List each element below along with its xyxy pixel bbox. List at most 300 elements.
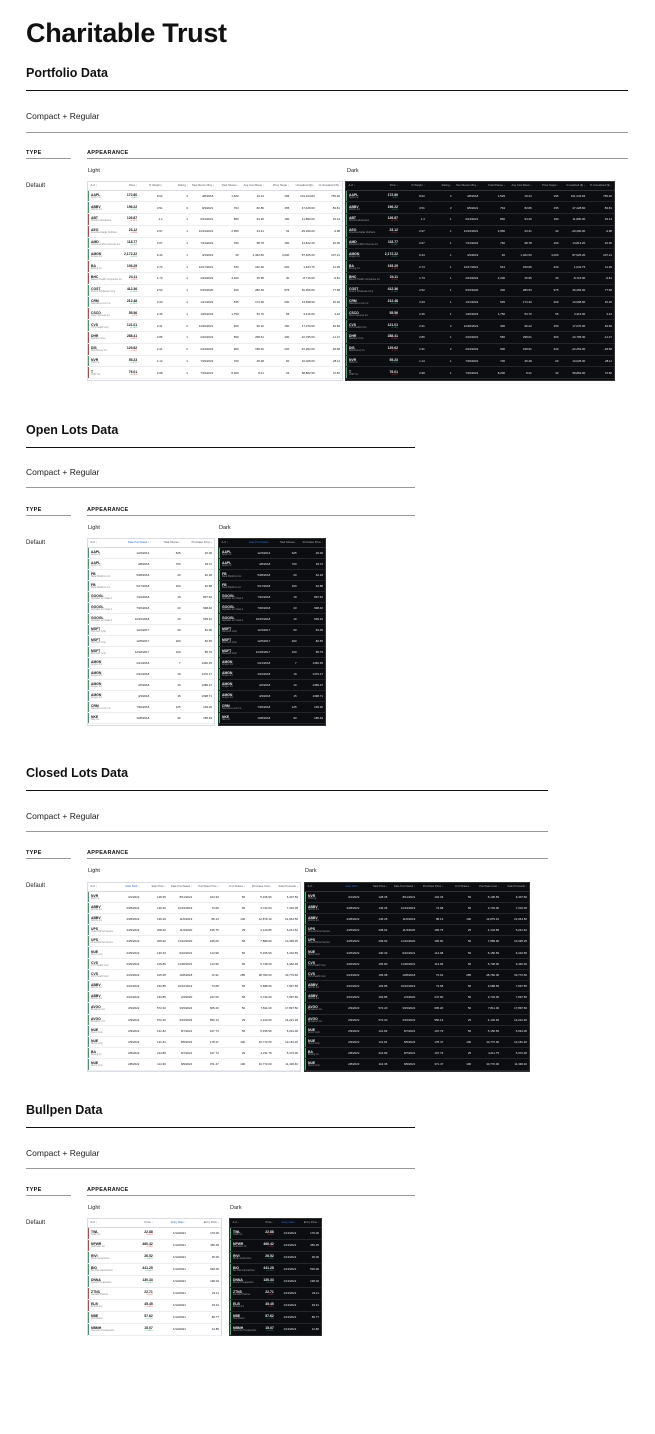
table-row[interactable] xyxy=(89,1048,301,1059)
openlots-table-light xyxy=(87,538,215,726)
table-row[interactable] xyxy=(231,1323,322,1335)
table-row[interactable] xyxy=(220,646,326,657)
price-value: 130.33 xyxy=(142,1278,153,1282)
table-row[interactable] xyxy=(306,936,530,947)
price-value: 55.23 xyxy=(128,358,138,363)
column-header[interactable]: Date Sold ↓ xyxy=(333,883,361,891)
light-label: Light xyxy=(88,868,100,874)
table-cell: 1,529 xyxy=(215,190,240,202)
table-row[interactable] xyxy=(89,1014,301,1025)
table-cell: 8/7/2021 xyxy=(389,1025,417,1036)
column-header[interactable]: Rating ↓ xyxy=(165,182,190,190)
column-header[interactable]: % Weight ↓ xyxy=(139,182,164,190)
table-row[interactable] xyxy=(347,190,615,202)
ticker-cell xyxy=(89,214,114,226)
table-row[interactable] xyxy=(306,1048,530,1059)
table-row[interactable] xyxy=(89,947,301,958)
company-name: Alphabet Inc Class A xyxy=(91,597,113,600)
ticker-symbol: NUE xyxy=(308,1027,316,1032)
table-row[interactable] xyxy=(220,602,326,613)
ticker-cell xyxy=(347,249,374,261)
table-row[interactable] xyxy=(89,1251,222,1263)
table-cell: 1 xyxy=(427,214,454,226)
table-row[interactable] xyxy=(347,332,615,344)
ticker-cell xyxy=(347,343,374,355)
table-cell: 1470.17 xyxy=(299,668,325,679)
table-cell: 170.00 xyxy=(298,1227,321,1239)
table-cell: 1.4 xyxy=(400,214,427,226)
ticker-symbol: RIVI xyxy=(233,1254,240,1258)
table-row[interactable] xyxy=(89,635,215,646)
portfolio-table xyxy=(88,182,342,379)
ticker-cell xyxy=(89,237,120,249)
table-row[interactable] xyxy=(347,367,615,379)
closedlots-table xyxy=(88,883,300,1071)
price-value: 26.52 xyxy=(265,1254,274,1258)
table-row[interactable] xyxy=(306,981,530,992)
type-header: TYPE xyxy=(26,507,42,513)
table-cell: 10/10/2019 xyxy=(389,981,417,992)
table-row[interactable] xyxy=(220,701,326,712)
table-row[interactable] xyxy=(220,591,326,602)
table-cell: -9.81 xyxy=(317,273,342,285)
column-header[interactable]: Date Purchased ↓ xyxy=(389,883,417,891)
table-row[interactable] xyxy=(89,580,215,591)
table-row[interactable] xyxy=(306,1036,530,1047)
column-header[interactable]: A-Z ↓ xyxy=(89,182,114,190)
table-cell: 2.52 xyxy=(139,284,164,296)
table-cell: 998.40 xyxy=(183,602,214,613)
table-row[interactable] xyxy=(89,679,215,690)
column-header[interactable]: Price ↓ xyxy=(253,1219,276,1227)
table-row[interactable] xyxy=(89,591,215,602)
table-cell: -11.27 xyxy=(317,332,342,344)
table-row[interactable] xyxy=(220,613,326,624)
ticker-cell xyxy=(89,936,115,947)
table-row[interactable] xyxy=(89,657,215,668)
table-cell: 2.74 xyxy=(139,261,164,273)
table-cell: 83.81 xyxy=(317,202,342,214)
table-row[interactable] xyxy=(347,202,615,214)
table-row[interactable] xyxy=(89,1059,301,1070)
table-row[interactable] xyxy=(347,355,615,367)
table-row[interactable] xyxy=(89,202,343,214)
table-row[interactable] xyxy=(89,284,343,296)
price-change: -0.96% xyxy=(130,338,138,341)
table-cell: 1/13/2021 xyxy=(155,1299,188,1311)
table-row[interactable] xyxy=(231,1263,322,1275)
table-row[interactable] xyxy=(231,1251,322,1263)
column-header[interactable]: % Unrealized ($) ↓ xyxy=(587,182,614,190)
table-row[interactable] xyxy=(347,273,615,285)
column-header[interactable]: Price ↓ xyxy=(122,1219,155,1227)
table-cell: 72.91 xyxy=(194,969,220,980)
table-cell: 1.4 xyxy=(139,214,164,226)
company-name: CVS Health Corp xyxy=(308,964,326,967)
table-row[interactable] xyxy=(347,214,615,226)
table-cell: 25 xyxy=(445,1014,473,1025)
table-row[interactable] xyxy=(220,635,326,646)
table-cell: 4,120.60 xyxy=(473,1014,501,1025)
column-header[interactable]: Sale Price ↓ xyxy=(141,883,167,891)
table-row[interactable] xyxy=(89,891,301,902)
ticker-symbol: CVS xyxy=(91,960,98,965)
table-row[interactable] xyxy=(89,958,301,969)
table-cell: 6/17/2018 xyxy=(246,580,272,591)
table-row[interactable] xyxy=(306,947,530,958)
table-cell: 1 xyxy=(165,225,190,237)
table-row[interactable] xyxy=(347,320,615,332)
ticker-symbol: AMGN xyxy=(222,681,233,686)
table-cell: 2.98 xyxy=(400,367,427,379)
column-header[interactable]: Price Target ↓ xyxy=(266,182,291,190)
table-row[interactable] xyxy=(306,925,530,936)
table-cell: 1398.71 xyxy=(183,690,214,701)
column-header[interactable]: Total Shares ↓ xyxy=(480,182,507,190)
column-header[interactable]: Date Purchased ↓ xyxy=(120,539,151,547)
table-row[interactable] xyxy=(89,237,343,249)
table-row[interactable] xyxy=(89,925,301,936)
table-row[interactable] xyxy=(220,690,326,701)
column-header[interactable]: Entry Date ↓ xyxy=(276,1219,299,1227)
ticker-cell xyxy=(231,1227,254,1239)
column-header[interactable]: A-Z ↓ xyxy=(220,539,246,547)
ticker-cell xyxy=(306,925,334,936)
table-row[interactable] xyxy=(89,668,215,679)
column-header[interactable]: Sale Proceeds ↓ xyxy=(501,883,529,891)
column-header[interactable]: Purchase Cost ↓ xyxy=(473,883,501,891)
column-header[interactable]: Price ↓ xyxy=(373,182,400,190)
table-row[interactable] xyxy=(220,712,326,723)
table-row[interactable] xyxy=(347,249,615,261)
company-name: Microsoft Corp xyxy=(91,652,106,655)
ticker-cell xyxy=(89,202,114,214)
table-cell: 2/9/2022 xyxy=(115,1025,141,1036)
table-cell: 20 xyxy=(151,569,182,580)
price-value: 129.62 xyxy=(126,346,138,351)
table-cell: 10 xyxy=(272,679,298,690)
table-row[interactable] xyxy=(231,1275,322,1287)
table-row[interactable] xyxy=(347,237,615,249)
table-cell: 10 xyxy=(272,613,298,624)
table-cell: 5/28/2018 xyxy=(120,569,151,580)
column-header[interactable]: Total Shares ↓ xyxy=(215,182,240,190)
table-row[interactable] xyxy=(89,343,343,355)
ticker-cell xyxy=(231,1323,257,1335)
table-row[interactable] xyxy=(89,1323,222,1335)
table-row[interactable] xyxy=(89,355,343,367)
table-row[interactable] xyxy=(231,1227,322,1239)
column-header[interactable]: Price Target ↓ xyxy=(534,182,561,190)
table-row[interactable] xyxy=(89,992,301,1003)
table-row[interactable] xyxy=(347,284,615,296)
table-row[interactable] xyxy=(89,646,215,657)
company-name: CVS Health Corp xyxy=(91,326,109,329)
table-cell: 10,772.00 xyxy=(473,1059,501,1070)
table-row[interactable] xyxy=(220,657,326,668)
table-row[interactable] xyxy=(306,902,530,913)
table-row[interactable] xyxy=(347,225,615,237)
column-header[interactable]: % Weight ↓ xyxy=(400,182,427,190)
table-row[interactable] xyxy=(89,1025,301,1036)
table-cell: 2/8/2022 xyxy=(333,1059,361,1070)
table-cell: 220 xyxy=(266,261,291,273)
ticker-symbol: TWL xyxy=(91,1230,99,1234)
company-name: Alphabet Inc Class A xyxy=(222,619,244,622)
ticker-cell xyxy=(306,936,334,947)
column-header[interactable]: Avg Cost Basis ↓ xyxy=(507,182,534,190)
table-cell: 1 xyxy=(427,355,454,367)
section-title-openlots: Open Lots Data xyxy=(26,423,119,437)
table-cell: 9/10/2021 xyxy=(389,947,417,958)
table-row[interactable] xyxy=(89,902,301,913)
table-row[interactable] xyxy=(89,296,343,308)
table-cell: 130.33 xyxy=(141,947,167,958)
column-header[interactable]: A-Z ↓ xyxy=(347,182,374,190)
table-cell: 2.31 xyxy=(139,320,164,332)
column-header[interactable]: A-Z ↓ xyxy=(89,539,120,547)
table-row[interactable] xyxy=(306,969,530,980)
table-row[interactable] xyxy=(220,558,326,569)
table-row[interactable] xyxy=(89,936,301,947)
table-cell: -29,290.00 xyxy=(291,225,316,237)
column-header[interactable]: A-Z ↓ xyxy=(89,1219,122,1227)
table-cell: 114.96 xyxy=(194,958,220,969)
column-header[interactable]: Date Sold ↓ xyxy=(115,883,141,891)
table-cell: 4/2/2018 xyxy=(246,679,272,690)
company-name: Denali Therapeutics xyxy=(233,1282,254,1284)
table-row[interactable] xyxy=(306,891,530,902)
table-row[interactable] xyxy=(89,225,343,237)
column-header[interactable]: Next Recom Buy ↓ xyxy=(454,182,481,190)
column-header[interactable]: Rating ↓ xyxy=(427,182,454,190)
table-cell: 6/13/2021 xyxy=(454,214,481,226)
table-cell: 5,156.50 xyxy=(473,947,501,958)
price-change: -3.65% xyxy=(266,1234,274,1236)
column-header[interactable]: # of Shares ↓ xyxy=(221,883,247,891)
company-name: Nike Inc xyxy=(91,718,100,721)
table-row[interactable] xyxy=(231,1299,322,1311)
table-cell: 200 xyxy=(272,635,298,646)
column-header[interactable]: Date Purchased ↓ xyxy=(246,539,272,547)
column-header[interactable]: A-Z ↓ xyxy=(306,883,334,891)
table-row[interactable] xyxy=(89,913,301,924)
ticker-symbol: ZTNS xyxy=(233,1290,242,1294)
table-row[interactable] xyxy=(89,969,301,980)
table-row[interactable] xyxy=(89,261,343,273)
column-header[interactable]: Unrealized ($) ↓ xyxy=(291,182,316,190)
table-row[interactable] xyxy=(220,668,326,679)
table-row[interactable] xyxy=(220,624,326,635)
table-cell: 2/21/2018 xyxy=(246,657,272,668)
table-cell: 2/10/2022 xyxy=(333,992,361,1003)
table-row[interactable] xyxy=(220,679,326,690)
table-cell: 2/25/2022 xyxy=(115,947,141,958)
column-header[interactable]: Sale Proceeds ↓ xyxy=(274,883,300,891)
table-cell: 2.67 xyxy=(400,237,427,249)
table-cell: 87,625.20 xyxy=(561,249,588,261)
table-row[interactable] xyxy=(306,1025,530,1036)
table-cell: 1/13/2021 xyxy=(155,1251,188,1263)
table-cell: 14,812.20 xyxy=(291,237,316,249)
table-cell: 146.26 xyxy=(361,913,389,924)
table-cell: 23.14 xyxy=(317,214,342,226)
table-row[interactable] xyxy=(306,1059,530,1070)
table-row[interactable] xyxy=(306,992,530,1003)
table-row[interactable] xyxy=(89,712,215,723)
table-row[interactable] xyxy=(89,1227,222,1239)
column-header[interactable]: # of Shares ↓ xyxy=(445,883,473,891)
table-row[interactable] xyxy=(220,547,326,558)
company-name: Alphabet Inc Class A xyxy=(222,597,244,600)
table-row[interactable] xyxy=(89,701,215,712)
table-cell: 2/9/2022 xyxy=(333,1003,361,1014)
divider xyxy=(26,487,415,488)
table-row[interactable] xyxy=(89,1275,222,1287)
table-row[interactable] xyxy=(231,1311,322,1323)
table-cell: 104.33 xyxy=(417,891,445,902)
ticker-symbol: CRM xyxy=(349,299,357,304)
table-row[interactable] xyxy=(89,690,215,701)
company-name: Microsoft Corp xyxy=(222,652,237,655)
table-row[interactable] xyxy=(231,1287,322,1299)
ticker-cell xyxy=(347,367,374,379)
table-row[interactable] xyxy=(89,367,343,379)
table-cell: 11/10/2020 xyxy=(389,936,417,947)
table-row[interactable] xyxy=(89,1003,301,1014)
column-header[interactable]: Date Purchased ↓ xyxy=(168,883,194,891)
price-change: -1.19% xyxy=(266,1246,274,1248)
column-header[interactable]: Next Recom Buy ↓ xyxy=(190,182,215,190)
table-row[interactable] xyxy=(89,320,343,332)
column-header[interactable]: Entry Price ↓ xyxy=(298,1219,321,1227)
table-cell: 107.21 xyxy=(587,249,614,261)
ticker-cell xyxy=(220,624,246,635)
table-cell: 74.68 xyxy=(417,981,445,992)
table-row[interactable] xyxy=(89,981,301,992)
table-row[interactable] xyxy=(89,1239,222,1251)
ticker-cell xyxy=(306,1036,334,1047)
price-cell xyxy=(373,190,400,202)
table-cell: 128.35 xyxy=(141,891,167,902)
table-row[interactable] xyxy=(220,580,326,591)
table-row[interactable] xyxy=(89,273,343,285)
table-row[interactable] xyxy=(347,308,615,320)
ticker-cell xyxy=(89,602,120,613)
ticker-cell xyxy=(231,1239,254,1251)
column-header[interactable]: Total Shares ↓ xyxy=(272,539,298,547)
ticker-symbol: NUE xyxy=(91,1039,99,1044)
table-cell: 5,748.00 xyxy=(247,958,273,969)
column-header[interactable]: Purchase Cost ↓ xyxy=(247,883,273,891)
table-cell: 7,997.55 xyxy=(501,992,529,1003)
table-cell: 3,416.00 xyxy=(561,308,588,320)
company-name: Amgen Inc xyxy=(91,663,102,666)
table-row[interactable] xyxy=(89,190,343,202)
table-cell: 174.30 xyxy=(507,296,534,308)
price-cell xyxy=(114,367,139,379)
table-row[interactable] xyxy=(306,1014,530,1025)
price-change: +2.82% xyxy=(129,255,138,258)
column-header[interactable]: Sale Price ↓ xyxy=(361,883,389,891)
table-row[interactable] xyxy=(89,613,215,624)
ticker-cell xyxy=(89,332,114,344)
table-row[interactable] xyxy=(306,913,530,924)
price-value: 45.45 xyxy=(144,1302,153,1306)
table-row[interactable] xyxy=(89,624,215,635)
table-row[interactable] xyxy=(89,249,343,261)
table-cell: 19 xyxy=(151,668,182,679)
table-row[interactable] xyxy=(89,1299,222,1311)
table-row[interactable] xyxy=(347,296,615,308)
table-cell: 160.66 xyxy=(241,261,266,273)
table-row[interactable] xyxy=(89,547,215,558)
table-cell: 760 xyxy=(215,237,240,249)
table-row[interactable] xyxy=(231,1239,322,1251)
column-header[interactable]: Purchase Price ↓ xyxy=(183,539,214,547)
table-row[interactable] xyxy=(220,569,326,580)
table-row[interactable] xyxy=(89,569,215,580)
table-row[interactable] xyxy=(89,308,343,320)
table-row[interactable] xyxy=(306,1003,530,1014)
table-row[interactable] xyxy=(89,332,343,344)
column-header[interactable]: Purchase Price ↓ xyxy=(194,883,220,891)
table-row[interactable] xyxy=(89,214,343,226)
column-header[interactable]: Purchase Price ↓ xyxy=(417,883,445,891)
column-header[interactable]: % Unrealized ($) ↓ xyxy=(317,182,342,190)
ticker-cell xyxy=(306,947,334,958)
ticker-cell xyxy=(220,690,246,701)
table-cell: 12/26/2021 xyxy=(454,320,481,332)
table-cell: 107.73 xyxy=(417,1025,445,1036)
column-header[interactable]: Avg Cost Basis ↓ xyxy=(241,182,266,190)
column-header[interactable]: Entry Date ↓ xyxy=(155,1219,188,1227)
closedlots-table xyxy=(305,883,529,1071)
table-cell: 178.47 xyxy=(417,1036,445,1047)
table-cell: 23 xyxy=(151,602,182,613)
table-row[interactable] xyxy=(347,261,615,273)
price-value: 55.23 xyxy=(389,358,398,363)
table-cell: 2.31 xyxy=(400,320,427,332)
table-cell: 146.26 xyxy=(141,913,167,924)
column-header[interactable]: Unrealized ($) ↓ xyxy=(561,182,588,190)
table-row[interactable] xyxy=(89,1311,222,1323)
table-cell: 2/8/2022 xyxy=(115,1048,141,1059)
column-header[interactable]: Price ↓ xyxy=(114,182,139,190)
column-header[interactable]: A-Z ↓ xyxy=(89,883,115,891)
portfolio-table-dark xyxy=(345,181,615,381)
ticker-symbol: NUE xyxy=(308,1061,316,1066)
table-row[interactable] xyxy=(347,343,615,355)
table-row[interactable] xyxy=(306,958,530,969)
ticker-cell xyxy=(89,913,115,924)
table-row[interactable] xyxy=(89,602,215,613)
divider xyxy=(26,1127,415,1128)
ticker-cell xyxy=(89,1251,122,1263)
column-header[interactable]: Total Shares ↓ xyxy=(151,539,182,547)
price-value: 126.87 xyxy=(387,216,398,221)
table-row[interactable] xyxy=(89,1287,222,1299)
table-row[interactable] xyxy=(89,1036,301,1047)
table-cell: 58,862.90 xyxy=(291,367,316,379)
table-row[interactable] xyxy=(89,1263,222,1275)
table-row[interactable] xyxy=(89,558,215,569)
column-header[interactable]: A-Z ↓ xyxy=(231,1219,254,1227)
table-cell: 1,750 xyxy=(215,308,240,320)
column-header[interactable]: Purchase Price ↓ xyxy=(299,539,325,547)
table-cell: 7,811.00 xyxy=(473,1003,501,1014)
column-header[interactable]: Entry Price ↓ xyxy=(188,1219,221,1227)
